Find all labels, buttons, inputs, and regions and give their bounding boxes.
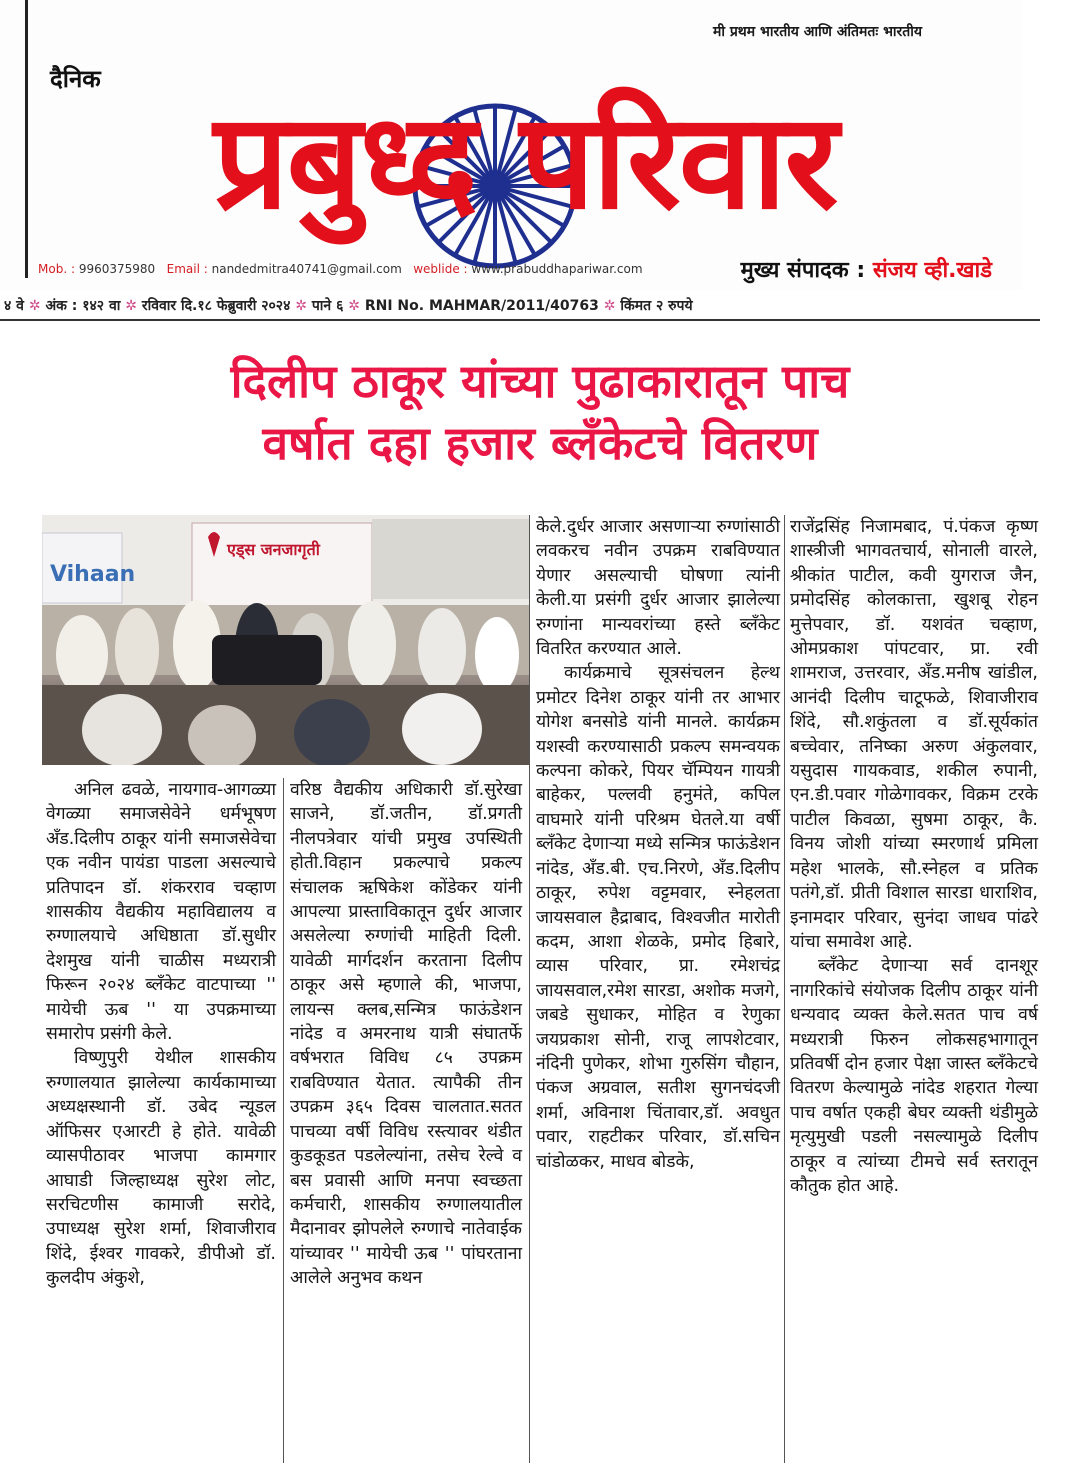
left-border [0,0,28,278]
article-paragraph: वरिष्ठ वैद्यकीय अधिकारी डॉ.सुरेखा साजने, डॉ.जतीन, डॉ.प्रगती नीलपत्रेवार यांची प्रमुख उपस्थिती होती.विहान प्रकल्पाचे प्रकल्प संचालक ऋषिकेश कोंडेकर यांनी आपल्या प्रास्ताविकातून दुर्धर आजार असलेल्या रुग्णांची माहिती दिली. यावेळी मार्गदर्शन करताना दिलीप ठाकूर असे म्हणाले की, भाजपा, लायन्स क्लब,सन्मित्र फाऊंडेशन नांदेड व अमरनाथ यात्री संघातर्फे वर्षभरात विविध ८५ उपक्रम राबविण्यात येतात. त्यापैकी तीन उपक्रम ३६५ दिवस चालतात.सतत पाचव्या वर्षी विविध रस्त्यावर थंडीत कुडकूडत पडलेल्यांना, तसेच रेल्वे व बस प्रवासी आणि मनपा स्वच्छता कर्मचारी, शासकीय रुग्णालयातील मैदानावर झोपलेले रुग्णाचे नातेवाईक यांच्यावर '' मायेची ऊब '' पांघरताना आलेले अनुभव कथन [290,780,522,1289]
article-paragraph: अनिल ढवळे, नायगाव-आगळ्या वेगळ्या समाजसेवेने धर्मभूषण अँड.दिलीप ठाकूर यांनी समाजसेवेचा एक नवीन पायंडा पाडला असल्याचे प्रतिपादन डॉ. शंकरराव चव्हाण शासकीय वैद्यकीय महाविद्यालय व रुग्णालयाचे अधिष्ठाता डॉ.सुधीर देशमुख यांनी चाळीस मध्यरात्री फिरून २०२४ ब्लँकेट वाटपाच्या '' मायेची ऊब '' या उपक्रमाच्या समारोप प्रसंगी केले. [46,780,276,1045]
article-paragraph: कार्यक्रमाचे सूत्रसंचलन हेल्थ प्रमोटर दिनेश ठाकूर यांनी तर आभार योगेश बनसोडे यांनी मानले. कार्यक्रम यशस्वी करण्यासाठी प्रकल्प समन्वयक कल्पना कोकरे, पियर चॅम्पियन गायत्री बाहेकर, पल्लवी हनुमंते, कपिल वाघमारे यांनी परिश्रम घेतले.या वर्षी ब्लँकेट देणाऱ्या मध्ये सन्मित्र फाऊंडेशन नांदेड, अँड.बी. एच.निरणे, अँड.दिलीप ठाकूर, रुपेश वट्टमवार, स्नेहलता जायसवाल हैद्राबाद, विश्वजीत मारोती कदम, आशा शेळके, प्रमोद हिबारे, व्यास परिवार, प्रा. रमेशचंद्र जायसवाल,रमेश सारडा, अशोक मजगे, जबडे सुधाकर, मोहित व रेणुका जयप्रकाश सोनी, राजू लापशेटवार, नंदिनी पुणेकर, शोभा गुरुसिंग चौहान, पंकज अग्रवाल, सतीश सुगनचंदजी शर्मा, अविनाश चिंतावार,डॉ. अवधुत पवार, राहटीकर परिवार, डॉ.सचिन चांडोळकर, माधव बोडके, [536,663,780,1172]
star-icon: ✲ [603,298,616,314]
email-address: nandedmitra40741@gmail.com [211,262,402,276]
star-icon: ✲ [125,298,137,314]
article-paragraph: केले.दुर्धर आजार असणाऱ्या रुग्णांसाठी लवकरच नवीन उपक्रम राबविण्यात येणार असल्याची घोषणा त्यांनी केली.या प्रसंगी दुर्धर आजार झालेल्या रुग्णांना मान्यवरांच्या हस्ते ब्लँकेट वितरित करण्यात आले. [536,517,780,660]
column-rule [529,515,530,1463]
star-icon: ✲ [295,298,307,314]
event-photo [42,515,529,765]
event-photo-illustration [42,515,529,765]
column-rule [784,515,785,1463]
vihaan-logo-text: Vihaan [50,562,136,587]
issue-price: किंमत २ रुपये [620,298,693,314]
website-label: weblide : [413,262,468,276]
masthead [0,0,1022,290]
column-rule [283,778,284,1463]
star-icon: ✲ [28,298,41,314]
editor-label: मुख्य संपादक : [740,258,866,283]
issue-year: ४ वे [4,298,24,314]
newspaper-logo [55,80,995,250]
editor-name: संजय व्ही.खाडे [872,258,992,283]
article-column-4 [790,515,1038,1198]
issue-info-line [0,296,1040,321]
mob-label: Mob. : [38,262,75,276]
mob-number: 9960375980 [78,262,156,276]
masthead-motto: मी प्रथम भारतीय आणि अंतिमतः भारतीय [712,24,922,40]
issue-date: रविवार दि.१८ फेब्रुवारी २०२४ [141,298,291,314]
issue-number: अंक : १४२ वा [45,298,121,314]
article-headline [20,350,1060,474]
article-column-1 [46,778,276,1291]
article-paragraph: ब्लँकेट देणाऱ्या सर्व दानशूर नागरिकांचे संयोजक दिलीप ठाकूर यांनी धन्यवाद व्यक्त केले.सतत पाच वर्ष मध्यरात्री फिरुन लोकसहभागातून प्रतिवर्षी दोन हजार पेक्षा जास्त ब्लँकेटचे वितरण केल्यामुळे नांदेड शहरात गेल्या पाच वर्षात एकही बेघर व्यक्ती थंडीमुळे मृत्युमुखी पडली नसल्यामुळे दिलीप ठाकूर व त्यांच्या टीमचे सर्व स्तरातून कौतुक होत आहे. [790,956,1038,1196]
website-url: www.prabuddhapariwar.com [471,262,643,276]
star-icon: ✲ [348,298,360,314]
chief-editor [741,254,992,284]
headline-line-2: वर्षात दहा हजार ब्लँकेटचे वितरण [262,416,818,470]
awareness-banner-text: एड्स जनजागृती [227,540,320,559]
email-label: Email : [166,262,208,276]
article-paragraph: राजेंद्रसिंह निजामबाद, पं.पंकज कृष्ण शास्त्रीजी भागवतचार्य, सोनाली वारले, श्रीकांत पाटील, कवी युगराज जैन, प्रमोदसिंह कोलकात्ता, खुशबू रोहन मुत्तेपवार, डॉ. यशवंत चव्हाण, ओमप्रकाश पांपटवार, प्रा. रवी शामराज, उत्तरवार, अँड.मनीष खांडील, आनंदी दिलीप चाटूफळे, शिवाजीराव शिंदे, सौ.शकुंतला व डॉ.सूर्यकांत बच्चेवार, तनिष्का अरुण अंकुलवार, यसुदास गायकवाड, शकील रुपानी, एन.डी.पवार गोळेगावकर, विक्रम टरके पाटील किवळा, सुषमा ठाकूर, कै. विनय जोशी यांच्या स्मरणार्थ प्रमिला महेश भालके, सौ.स्नेहल व प्रतिक पतंगे,डॉ. प्रीती विशाल सारडा धाराशिव, इनामदार परिवार, सुनंदा जाधव पांढरे यांचा समावेश आहे. [790,517,1038,952]
contact-line [38,262,643,276]
headline-line-1: दिलीप ठाकूर यांच्या पुढाकारातून पाच [230,354,850,408]
newspaper-name: प्रबुध्द परिवार [213,85,837,239]
article-column-2 [290,778,522,1291]
issue-rni: RNI No. MAHMAR/2011/40763 [364,298,599,314]
article-column-3 [536,515,780,1174]
masthead-daily: दैनिक [50,65,101,93]
issue-pages: पाने ६ [311,298,344,314]
article-paragraph: विष्णुपुरी येथील शासकीय रुग्णालयात झालेल्या कार्यकामाच्या अध्यक्षस्थानी डॉ. उबेद न्यूडल ऑफिसर एआरटी हे होते. यावेळी व्यासपीठावर भाजपा कामगार आघाडी जिल्हाध्यक्ष सुरेश लोट, सरचिटणीस कामाजी सरोदे, उपाध्यक्ष सुरेश शर्मा, शिवाजीराव शिंदे, ईश्वर गावकरे, डीपीओ डॉ. कुलदीप अंकुशे, [46,1048,276,1289]
